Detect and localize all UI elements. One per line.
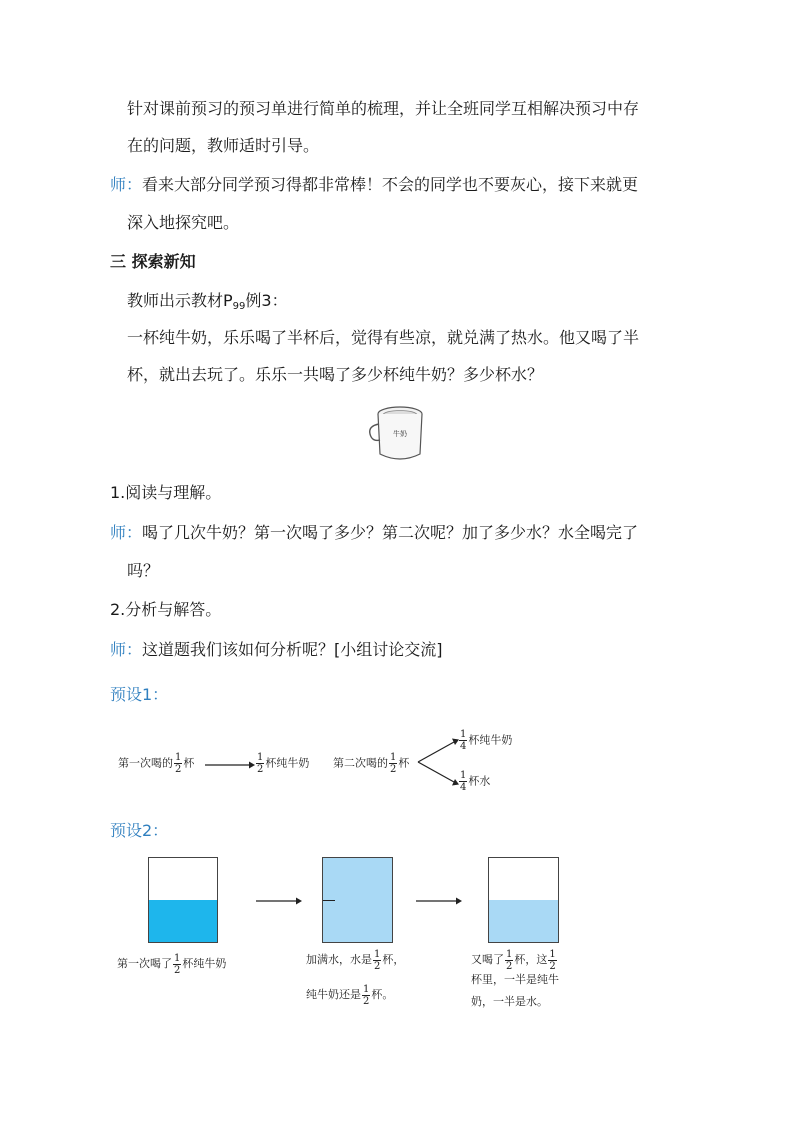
fraction-half: $\frac{1}{2}$ <box>374 948 381 972</box>
teacher-remark-2-text: 喝了几次牛奶？第一次喝了多少？第二次呢？加了多少水？水全喝完了 <box>142 523 639 542</box>
arrow-2 <box>256 895 302 907</box>
quarter-water-text: 杯水 <box>468 774 491 788</box>
fraction-half: $\frac{1}{2}$ <box>174 952 181 976</box>
fraction-quarter: $\frac{1}{4}$ <box>460 770 467 793</box>
caption-1-text-a: 第一次喝了 <box>117 957 172 970</box>
intro-line-1: 针对课前预习的预习单进行简单的梳理，并让全班同学互相解决预习中存 <box>127 99 640 118</box>
fraction-half: $\frac{1}{2}$ <box>506 948 513 972</box>
teacher-remark-1 <box>110 174 638 196</box>
caption-cup-3-line-3: 奶，一半是水。 <box>471 995 548 1008</box>
fraction-quarter: $\frac{1}{4}$ <box>460 729 467 752</box>
teacher-remark-3 <box>110 639 443 661</box>
caption-cup-2-line-2 <box>306 982 393 1008</box>
teacher-remark-3-text: 这道题我们该如何分析呢？[小组讨论交流] <box>142 640 443 659</box>
caption-cup-3-line-2: 杯里，一半是纯牛 <box>471 973 559 986</box>
textbook-suffix: 例3： <box>245 291 288 310</box>
textbook-page: 99 <box>232 301 246 312</box>
textbook-prefix: 教师出示教材P <box>127 291 233 310</box>
cup-unit-text: 杯 <box>398 756 410 770</box>
diagram1-first-drink <box>118 752 194 775</box>
teacher-remark-1-text: 看来大部分同学预习得都非常棒！不会的同学也不要灰心，接下来就更 <box>142 175 639 194</box>
teacher-label: 师： <box>110 523 143 542</box>
fraction-half: $\frac{1}{2}$ <box>257 752 264 775</box>
step-2-heading: 2.分析与解答。 <box>110 600 222 619</box>
diagram1-quarter-water <box>458 770 490 793</box>
cup-unit-text: 杯 <box>183 756 195 770</box>
caption-cup-1 <box>117 951 226 977</box>
cup-1-milk-fill <box>149 900 217 942</box>
caption-2-text-d: 杯。 <box>371 988 394 1001</box>
teacher-remark-1-cont: 深入地探究吧。 <box>127 213 240 232</box>
caption-2-text-c: 纯牛奶还是 <box>306 988 361 1001</box>
teacher-remark-2 <box>110 522 638 544</box>
caption-2-text-b: 杯， <box>382 953 405 966</box>
caption-cup-2-line-1 <box>306 947 404 973</box>
second-drink-text: 第二次喝的 <box>333 756 388 770</box>
problem-line-1: 一杯纯牛奶，乐乐喝了半杯后，觉得有些凉，就兑满了热水。他又喝了半 <box>127 328 640 347</box>
caption-3-text-a: 又喝了 <box>471 953 504 966</box>
diagram1-quarter-milk <box>458 729 512 752</box>
cup-2 <box>322 857 393 943</box>
caption-2-text-a: 加满水，水是 <box>306 953 372 966</box>
caption-1-text-b: 杯纯牛奶 <box>182 957 227 970</box>
quarter-milk-text: 杯纯牛奶 <box>468 733 513 747</box>
textbook-reference <box>127 290 288 318</box>
arrow-3 <box>416 895 462 907</box>
arrow-1 <box>205 759 255 771</box>
cup-label: 牛奶 <box>393 430 407 438</box>
preset-2-label: 预设2： <box>110 821 169 840</box>
first-drink-text: 第一次喝的 <box>118 756 173 770</box>
diagram1-second-drink <box>333 752 409 775</box>
fraction-half: $\frac{1}{2}$ <box>549 948 556 972</box>
cup-3 <box>488 857 559 943</box>
milk-cup-illustration <box>366 402 430 466</box>
cup-3-mixed-fill <box>489 900 558 942</box>
section-heading: 三 探索新知 <box>110 252 196 271</box>
teacher-label: 师： <box>110 175 143 194</box>
branch-arrows <box>416 736 460 788</box>
intro-line-2: 在的问题，教师适时引导。 <box>127 136 320 155</box>
cup-1 <box>148 857 218 943</box>
step-1-heading: 1.阅读与理解。 <box>110 483 222 502</box>
preset-1-label: 预设1： <box>110 685 169 704</box>
teacher-remark-2-cont: 吗？ <box>127 561 160 580</box>
pure-milk-text: 杯纯牛奶 <box>265 756 310 770</box>
teacher-label: 师： <box>110 640 143 659</box>
diagram1-pure-milk <box>255 752 309 775</box>
fraction-half: $\frac{1}{2}$ <box>390 752 397 775</box>
fraction-half: $\frac{1}{2}$ <box>363 983 370 1007</box>
fraction-half: $\frac{1}{2}$ <box>175 752 182 775</box>
problem-line-2: 杯，就出去玩了。乐乐一共喝了多少杯纯牛奶？多少杯水？ <box>127 365 544 384</box>
caption-3-text-b: 杯，这 <box>514 953 548 966</box>
cup-2-half-mark <box>323 900 335 901</box>
